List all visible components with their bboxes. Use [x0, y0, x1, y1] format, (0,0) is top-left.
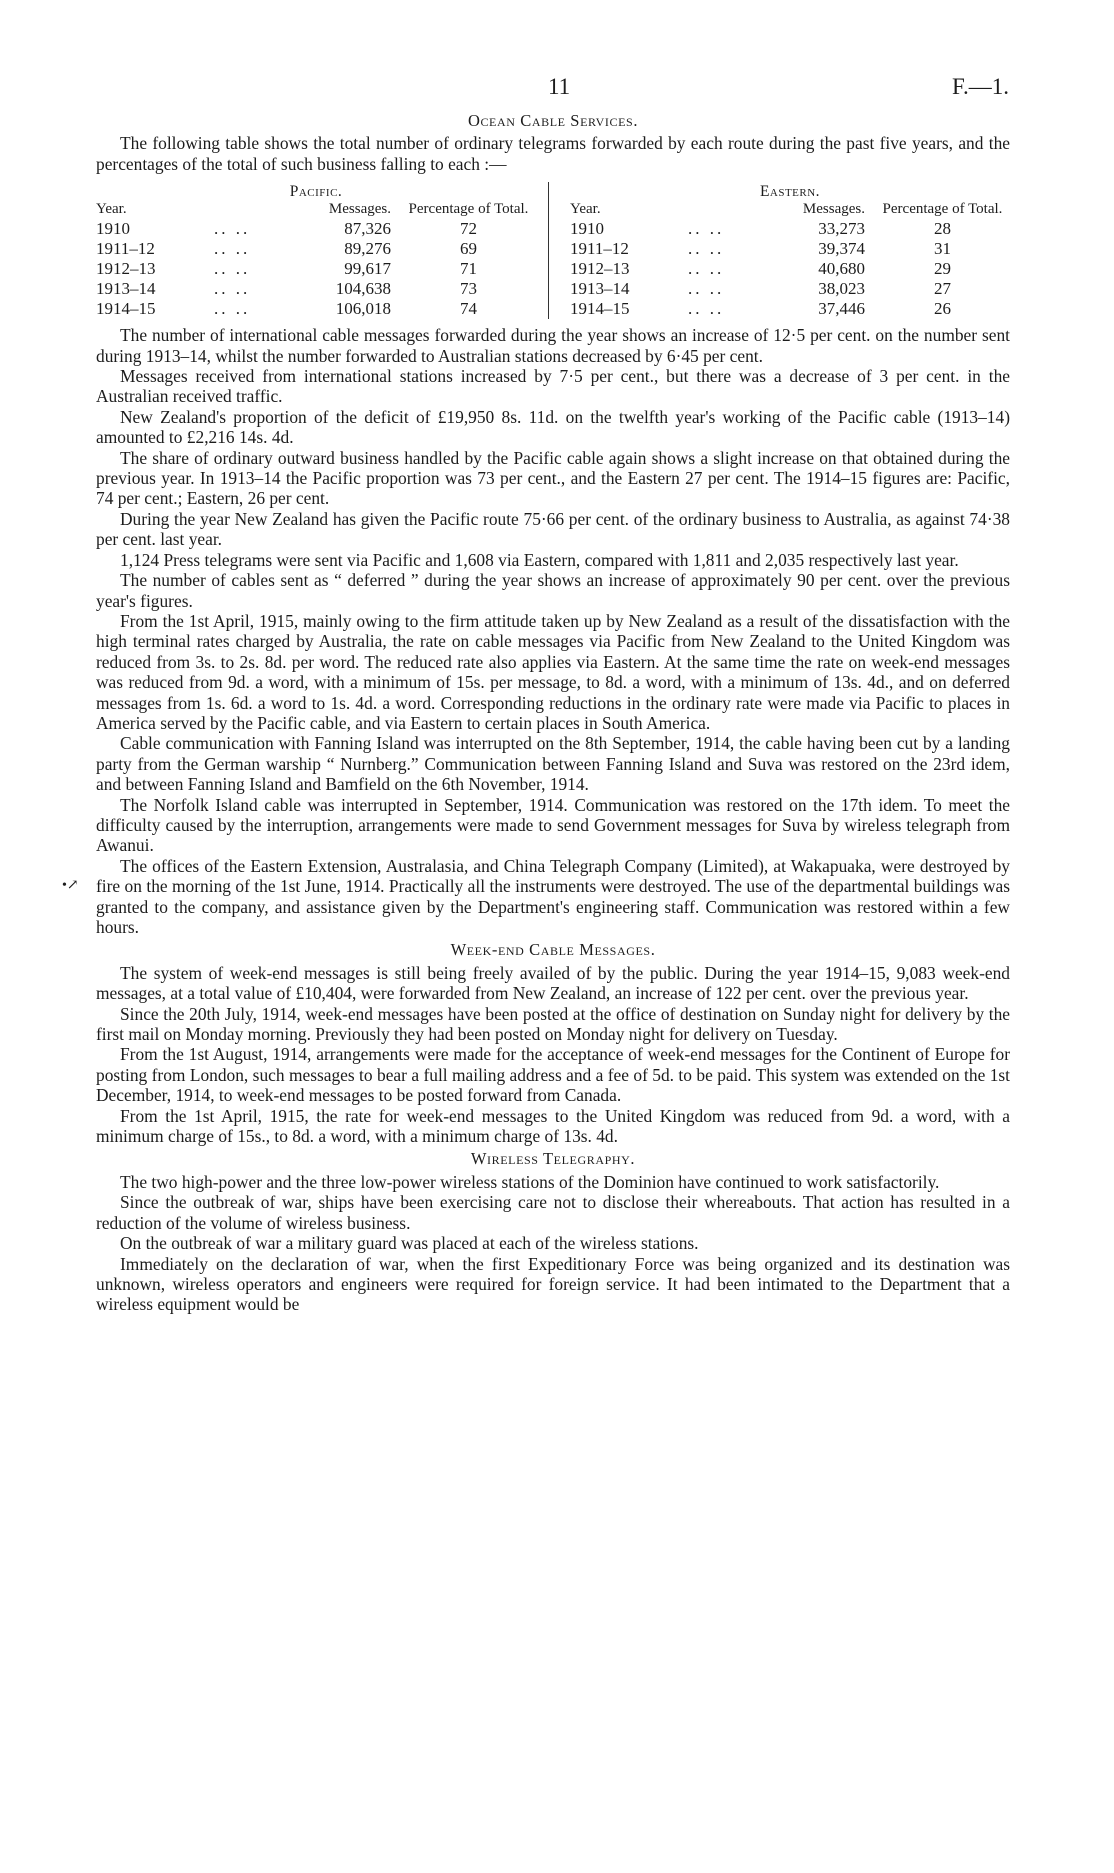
table-row [570, 299, 1010, 319]
eastern-data-table [570, 202, 1010, 319]
cell-messages: 33,273 [818, 219, 865, 239]
paragraph: Messages received from international stations increased by 7·5 per cent., but there was a decrease of 3 per cent. in the Australian received traffic. [96, 366, 1010, 407]
cell-leader: .. .. [214, 299, 251, 319]
table-row [96, 279, 536, 299]
cell-leader: .. .. [688, 279, 725, 299]
page-number: 11 [548, 74, 571, 99]
paragraph: The share of ordinary outward business handled by the Pacific cable again shows a slight increase on that obtained during the previous year. In 1913–14 the Pacific proportion was 73 per cent., and the Eastern 27 per cent. The 1914–15 figures are: Pacific, 74 per cent.; Eastern, 26 per cent. [96, 447, 1010, 509]
ocean-intro-paragraph: The following table shows the total number of ordinary telegrams forwarded by each route during the past five years, and the percentages of the total of such business falling to each :— [96, 133, 1010, 174]
paragraph: From the 1st August, 1914, arrangements were made for the acceptance of week-end messages for the Continent of Europe for posting from London, such messages to bear a full mailing address and a fee of 5d. to be paid. This system was extended on the 1st December, 1914, to week-end messages to be posted forward from Canada. [96, 1044, 1010, 1106]
page-header [0, 74, 1114, 104]
column-header-messages: Messages. [328, 201, 391, 218]
pacific-data-table [96, 202, 536, 319]
cell-messages: 37,446 [818, 299, 865, 319]
cell-year: 1910 [570, 219, 604, 239]
cable-routes-table [96, 182, 1010, 319]
pacific-table [96, 182, 549, 319]
cell-percentage: 27 [934, 279, 951, 299]
paragraph: The Norfolk Island cable was interrupted in September, 1914. Communication was restored on the 17th idem. To meet the difficulty caused by the interruption, arrangements were made to send Government messages for Suva by wireless telegraph from Awanui. [96, 794, 1010, 856]
section-title-wireless: Wireless Telegraphy. [470, 1149, 636, 1169]
cell-leader: .. .. [214, 259, 251, 279]
paragraph: From the 1st April, 1915, mainly owing to the firm attitude taken up by New Zealand as a result of the dissatisfaction with the high terminal rates charged by Australia, the rate on cable messages via Pacific from New Zealand to the United Kingdom was reduced from 3s. to 2s. 8d. per word. The reduced rate also applies via Eastern. At the same time the rate on week-end messages was reduced from 9d. a word, with a minimum of 15s. per message, to 8d. a word, with a minimum of 13s. 4d., and on deferred messages from 1s. 6d. a word to 1s. 4d. a word. Corresponding reductions in the ordinary rate were made via Pacific to places in America served by the Pacific cable, and via Eastern to certain places in South America. [96, 610, 1010, 733]
table-row [570, 279, 1010, 299]
paragraph: New Zealand's proportion of the deficit of £19,950 8s. 11d. on the twelfth year's working of the Pacific cable (1913–14) amounted to £2,216 14s. 4d. [96, 406, 1010, 448]
paragraph: The number of cables sent as “ deferred ” during the year shows an increase of approximately 90 per cent. over the previous year's figures. [96, 570, 1010, 611]
eastern-table-body [570, 219, 1010, 319]
cell-leader: .. .. [214, 219, 251, 239]
cell-messages: 39,374 [818, 239, 865, 259]
table-row [570, 219, 1010, 239]
margin-mark: •↗ [62, 877, 79, 893]
ocean-paragraphs [62, 325, 1010, 937]
cell-leader: .. .. [214, 239, 251, 259]
page-content [62, 108, 1010, 1315]
column-header-percentage: Percentage of Total. [408, 201, 529, 218]
paragraph: On the outbreak of war a military guard was placed at each of the wireless stations. [120, 1233, 699, 1254]
table-row [570, 259, 1010, 279]
cell-messages: 106,018 [335, 299, 391, 319]
column-header-messages: Messages. [802, 201, 865, 218]
cell-percentage: 28 [934, 219, 951, 239]
paragraph: The system of week-end messages is still being freely availed of by the public. During the year 1914–15, 9,083 week-end messages, at a total value of £10,404, were forwarded from New Zealand, an increase of 122 per cent. over the previous year. [96, 962, 1010, 1004]
paragraph: During the year New Zealand has given the Pacific route 75·66 per cent. of the ordinary business to Australia, as against 74·38 per cent. last year. [96, 508, 1010, 550]
cell-year: 1912–13 [96, 259, 156, 279]
paragraph: The number of international cable messages forwarded during the year shows an increase of 12·5 per cent. on the number sent during 1913–14, whilst the number forwarded to Australian stations decreased by 6·45 per cent. [96, 325, 1010, 366]
paragraph: Since the 20th July, 1914, week-end messages have been posted at the office of destination on Sunday night for delivery by the first mail on Monday morning. Previously they had been posted on Monday night for delivery on Tuesday. [96, 1003, 1010, 1045]
cell-messages: 99,617 [344, 259, 391, 279]
column-header-percentage: Percentage of Total. [882, 201, 1003, 218]
cell-year: 1910 [96, 219, 130, 239]
table-row [96, 239, 536, 259]
cell-percentage: 31 [934, 239, 951, 259]
column-header-year: Year. [96, 201, 127, 218]
paragraph: Immediately on the declaration of war, when the first Expeditionary Force was being organized and its destination was unknown, wireless operators and engineers were required for foreign service. It had been intimated to the Department that a wireless equipment would be [96, 1253, 1010, 1315]
cell-percentage: 26 [934, 299, 951, 319]
paragraph: From the 1st April, 1915, the rate for week-end messages to the United Kingdom was reduced from 9d. a word, with a minimum charge of 15s., to 8d. a word, with a minimum charge of 13s. 4d. [96, 1105, 1010, 1147]
cell-percentage: 72 [460, 219, 477, 239]
paragraph: Since the outbreak of war, ships have been exercising care not to disclose their whereabouts. That action has resulted in a reduction of the volume of wireless business. [96, 1192, 1010, 1233]
paragraph: The offices of the Eastern Extension, Australasia, and China Telegraph Company (Limited), at Wakapuaka, were destroyed by fire on the morning of the 1st June, 1914. Practically all the instruments were destroyed. The use of the departmental buildings was granted to the company, and assistance given by the Department's engineering staff. Communication was restored within a few hours. [96, 855, 1010, 937]
cell-year: 1914–15 [96, 299, 156, 319]
section-title-ocean-cable: Ocean Cable Services. [467, 111, 639, 130]
cell-messages: 87,326 [344, 219, 391, 239]
cell-leader: .. .. [214, 279, 251, 299]
document-reference: F.—1. [952, 74, 1009, 99]
cell-messages: 104,638 [335, 279, 391, 299]
table-row [96, 299, 536, 319]
paragraph: Cable communication with Fanning Island was interrupted on the 8th September, 1914, the cable having been cut by a landing party from the German warship “ Nurnberg.” Communication between Fanning Island and Suva was restored on the 23rd idem, and between Fanning Island and Bamfield on the 6th November, 1914. [96, 733, 1010, 795]
cell-leader: .. .. [688, 219, 725, 239]
eastern-table [558, 182, 1010, 319]
pacific-table-title: Pacific. [289, 183, 343, 201]
eastern-table-title: Eastern. [759, 183, 821, 201]
paragraph: The two high-power and the three low-power wireless stations of the Dominion have continued to work satisfactorily. [120, 1171, 940, 1192]
section-title-weekend: Week-end Cable Messages. [450, 940, 656, 960]
cell-messages: 40,680 [818, 259, 865, 279]
cell-year: 1913–14 [570, 279, 630, 299]
table-row [96, 219, 536, 239]
cell-year: 1911–12 [570, 239, 629, 259]
cell-year: 1913–14 [96, 279, 156, 299]
cell-percentage: 71 [460, 259, 477, 279]
cell-leader: .. .. [688, 259, 725, 279]
table-row [570, 239, 1010, 259]
cell-messages: 38,023 [818, 279, 865, 299]
column-header-year: Year. [570, 201, 601, 218]
cell-percentage: 73 [460, 279, 477, 299]
cell-leader: .. .. [688, 299, 725, 319]
cell-percentage: 69 [460, 239, 477, 259]
cell-percentage: 29 [934, 259, 951, 279]
cell-year: 1912–13 [570, 259, 630, 279]
cell-leader: .. .. [688, 239, 725, 259]
cell-messages: 89,276 [344, 239, 391, 259]
cell-percentage: 74 [460, 299, 477, 319]
cell-year: 1914–15 [570, 299, 630, 319]
table-row [96, 259, 536, 279]
pacific-table-body [96, 219, 536, 319]
cell-year: 1911–12 [96, 239, 155, 259]
paragraph: 1,124 Press telegrams were sent via Pacific and 1,608 via Eastern, compared with 1,811 and 2,035 respectively last year. [120, 549, 959, 570]
